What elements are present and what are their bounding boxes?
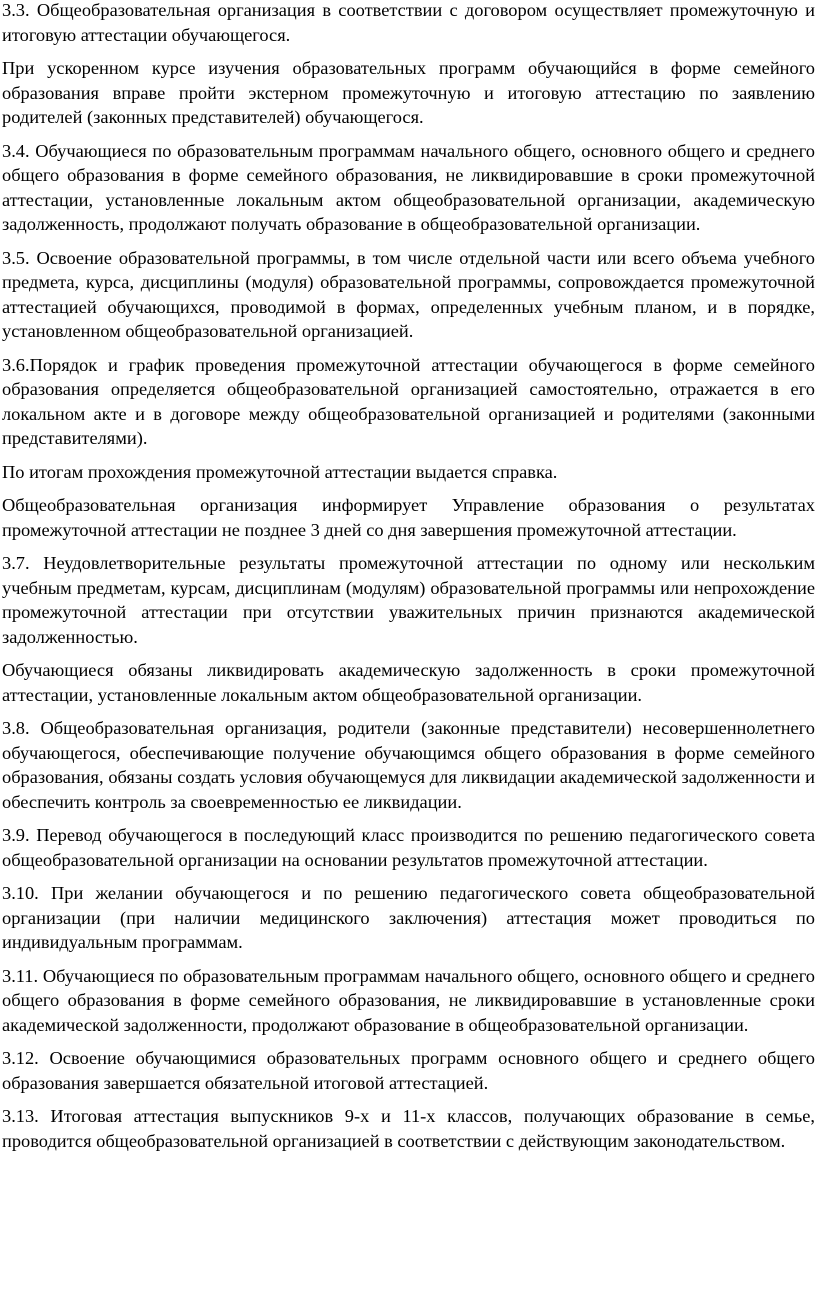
paragraph-accelerated-course: При ускоренном курсе изучения образовательных программ обучающийся в форме семейного образования вправе пройти экстерном промежуточную и итоговую аттестацию по заявлению родителей (законных представителей) обучающегося. [2,58,815,127]
paragraph-3-5: 3.5. Освоение образовательной программы, в том числе отдельной части или всего объема учебного предмета, курса, дисциплины (модуля) образовательной программы, сопровождается промежуточной аттестацией обучающихся, проводимой в формах, определенных учебным планом, и в порядке, установленном общеобразовательной организацией. [2,247,815,341]
paragraph-certificate: По итогам прохождения промежуточной аттестации выдается справка. [2,461,558,482]
paragraph-obliged-to-liquidate: Обучающиеся обязаны ликвидировать академическую задолженность в сроки промежуточной аттестации, установленные локальным актом общеобразовательной организации. [2,660,815,705]
paragraph-3-7: 3.7. Неудовлетворительные результаты промежуточной аттестации по одному или нескольким учебным предметам, курсам, дисциплинам (модулям) образовательной программы или непрохождение промежуточной аттестации при отсутствии уважительных причин признаются академической задолженностью. [2,553,815,647]
paragraph-informs-department: Общеобразовательная организация информирует Управление образования о результатах промежуточной аттестации не позднее 3 дней со дня завершения промежуточной аттестации. [2,495,815,540]
paragraph-3-6: 3.6.Порядок и график проведения промежуточной аттестации обучающегося в форме семейного образования определяется общеобразовательной организацией самостоятельно, отражается в его локальном акте и в договоре между общеобразовательной организацией и родителями (законными представителями). [2,354,815,448]
paragraph-3-11: 3.11. Обучающиеся по образовательным программам начального общего, основного общего и среднего общего образования в форме семейного образования, не ликвидировавшие в установленные сроки академической задолженности, продолжают образование в общеобразовательной организации. [2,965,815,1035]
paragraph-3-9: 3.9. Перевод обучающегося в последующий класс производится по решению педагогического совета общеобразовательной организации на основании результатов промежуточной аттестации. [2,825,815,870]
paragraph-3-4: 3.4. Обучающиеся по образовательным программам начального общего, основного общего и среднего общего образования в форме семейного образования, не ликвидировавшие в сроки промежуточной аттестации, установленные локальным актом общеобразовательной организации, академическую задолженность, продолжают получать образование в общеобразовательной организации. [2,140,815,234]
paragraph-3-13: 3.13. Итоговая аттестация выпускников 9-х и 11-х классов, получающих образование в семье, проводится общеобразовательной организацией в соответствии с действующим законодательством. [2,1106,815,1151]
paragraph-3-3: 3.3. Общеобразовательная организация в соответствии с договором осуществляет промежуточную и итоговую аттестации обучающегося. [2,0,815,45]
paragraph-3-8: 3.8. Общеобразовательная организация, родители (законные представители) несовершеннолетнего обучающегося, обеспечивающие получение обучающимся общего образования в форме семейного образования, обязаны создать условия обучающемуся для ликвидации академической задолженности и обеспечить контроль за своевременностью ее ликвидации. [2,718,815,812]
paragraph-3-12: 3.12. Освоение обучающимися образовательных программ основного общего и среднего общего образования завершается обязательной итоговой аттестацией. [2,1048,815,1093]
paragraph-3-10: 3.10. При желании обучающегося и по решению педагогического совета общеобразовательной организации (при наличии медицинского заключения) аттестация может проводиться по индивидуальным программам. [2,883,815,952]
